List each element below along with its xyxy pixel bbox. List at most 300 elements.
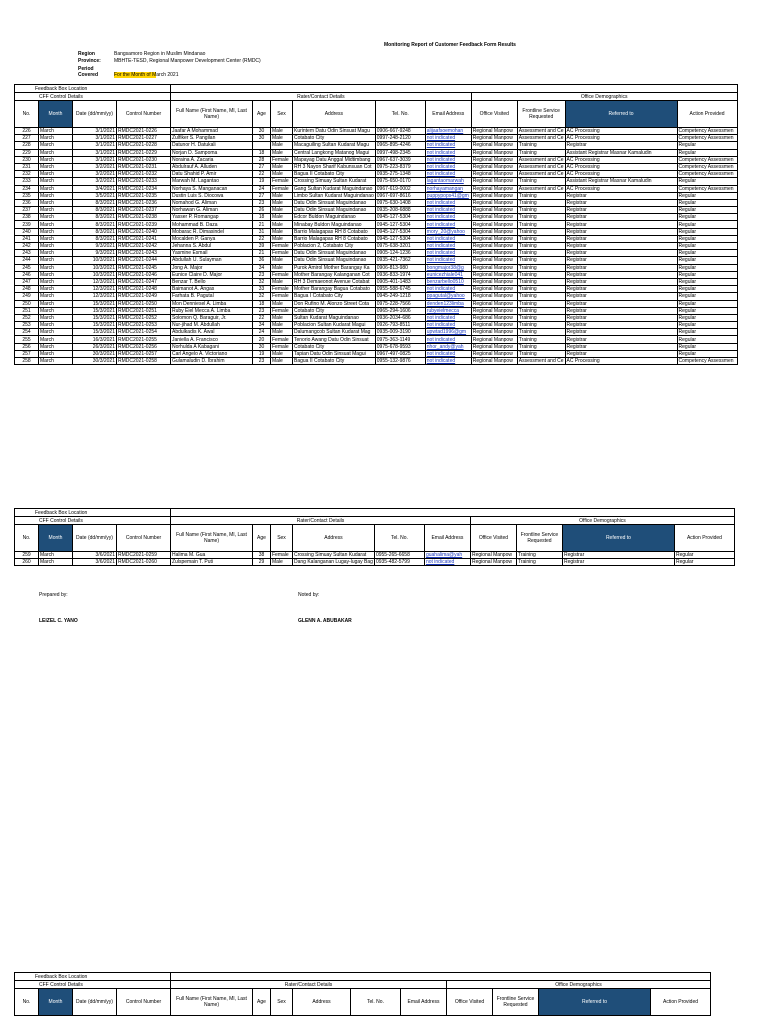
- rater-contact-header: Rater/Contact Details: [171, 93, 472, 101]
- cell-email[interactable]: not indicated: [425, 314, 471, 321]
- cell-frontline: Training: [517, 350, 565, 357]
- cell-sex: Male: [271, 358, 293, 365]
- cell-no: 229: [15, 149, 39, 156]
- cell-referred: Registrar: [565, 235, 677, 242]
- column-header-no: No.: [15, 989, 39, 1016]
- cell-date: 3/1/2021: [73, 135, 117, 142]
- cell-age: 32: [253, 278, 271, 285]
- cell-date: 15/3/2021: [73, 329, 117, 336]
- column-header-age: Age: [253, 525, 271, 552]
- column-header-date: Date (dd/mm/yy): [73, 101, 117, 128]
- cell-tel: 0965-294-1606: [375, 307, 425, 314]
- period-line: [78, 66, 179, 78]
- cell-tel: 0975-638-3201: [375, 243, 425, 250]
- cell-age: 18: [253, 300, 271, 307]
- cell-email[interactable]: not indicated: [425, 207, 471, 214]
- cell-age: 27: [253, 163, 271, 170]
- cell-referred: AC Processing: [565, 185, 677, 192]
- cell-address: Purok Amirol Mother Barangay Ka: [293, 264, 376, 271]
- cell-frontline: Training: [517, 192, 565, 199]
- column-header-address: Address: [293, 989, 351, 1016]
- cell-office: Regional Manpow: [471, 307, 517, 314]
- cell-month: March: [39, 235, 73, 242]
- cell-age: [253, 142, 271, 149]
- cell-action: Regular: [677, 192, 737, 199]
- cell-date: 15/3/2021: [73, 322, 117, 329]
- cell-referred: Registrar: [565, 228, 677, 235]
- cell-no: 245: [15, 264, 39, 271]
- column-header-tel: Tel. No.: [351, 989, 401, 1016]
- cell-office: Regional Manpow: [471, 264, 517, 271]
- cell-email[interactable]: not indicated: [424, 559, 470, 566]
- cell-no: 257: [15, 350, 39, 357]
- cell-email[interactable]: benzarbello0510: [425, 278, 471, 285]
- cell-no: 251: [15, 307, 39, 314]
- table-row: [15, 343, 738, 350]
- cell-email[interactable]: not indicated: [425, 250, 471, 257]
- cell-email[interactable]: puppypops41@gm: [425, 192, 471, 199]
- cell-date: 8/3/2021: [73, 228, 117, 235]
- column-header-no: No.: [15, 525, 39, 552]
- cell-date: 8/3/2021: [73, 199, 117, 206]
- cell-office: Regional Manpow: [471, 336, 517, 343]
- cell-action: Competency Assessmen: [677, 128, 737, 135]
- table-row: [15, 178, 738, 185]
- cell-referred: Registrar: [565, 271, 677, 278]
- cell-month: March: [39, 286, 73, 293]
- cell-email[interactable]: not indicated: [425, 322, 471, 329]
- cell-email[interactable]: not indicated: [425, 358, 471, 365]
- cell-tel: 0955-265-6658: [374, 552, 424, 559]
- cell-sex: Male: [271, 350, 293, 357]
- cell-email[interactable]: not indicated: [425, 135, 471, 142]
- cell-full-name: Baimanot A. Angas: [171, 286, 253, 293]
- cell-office: Regional Manpow: [471, 300, 517, 307]
- cell-email[interactable]: not indicated: [425, 243, 471, 250]
- cell-email[interactable]: denden123limba: [425, 300, 471, 307]
- cell-no: 256: [15, 343, 39, 350]
- cell-referred: Registrar: [565, 307, 677, 314]
- cell-age: 23: [253, 199, 271, 206]
- cell-full-name: Eunice Claire D. Major: [171, 271, 253, 278]
- cell-action: Competency Assessmen: [677, 156, 737, 163]
- cell-referred: Registrar: [565, 214, 677, 221]
- table-row: [15, 135, 738, 142]
- cell-age: 18: [253, 214, 271, 221]
- table-row: [15, 171, 738, 178]
- column-header-frontline: Frontline Service Requested: [516, 525, 562, 552]
- column-header-full-name: Full Name (First Name, MI, Last Name): [171, 101, 253, 128]
- column-header-full-name: Full Name (First Name, MI, Last Name): [171, 989, 253, 1016]
- cell-sex: Female: [271, 156, 293, 163]
- cell-age: 38: [253, 552, 271, 559]
- cell-date: 3/2/2021: [73, 163, 117, 170]
- cell-tel: 0975-223-8379: [375, 163, 425, 170]
- cell-full-name: Gulamaludin D. Ibrahim: [171, 358, 253, 365]
- cell-office: Regional Manpow: [471, 250, 517, 257]
- cell-age: 24: [253, 329, 271, 336]
- cell-control-number: RMDC2021-0247: [117, 278, 171, 285]
- cell-action: Regular: [677, 322, 737, 329]
- noted-by-label: Noted by:: [298, 592, 320, 598]
- cell-referred: Registrar: [565, 278, 677, 285]
- cell-email[interactable]: not indicated: [425, 257, 471, 264]
- cell-sex: Male: [271, 228, 293, 235]
- cell-month: March: [39, 300, 73, 307]
- table-row: [15, 552, 735, 559]
- cell-action: Regular: [677, 199, 737, 206]
- cell-tel: 0997-498-2345: [375, 149, 425, 156]
- cell-month: March: [39, 199, 73, 206]
- cell-action: Regular: [677, 300, 737, 307]
- column-header-office: Office Visited: [470, 525, 516, 552]
- cell-age: 31: [253, 228, 271, 235]
- table-row: [15, 307, 738, 314]
- cell-frontline: Training: [517, 243, 565, 250]
- column-header-email: Email Address: [425, 101, 471, 128]
- cell-full-name: Abdulrauf A. Alluden: [171, 163, 253, 170]
- table-row: [15, 358, 738, 365]
- cell-referred: AC Processing: [565, 128, 677, 135]
- table-row: [15, 228, 738, 235]
- cell-sex: Male: [271, 214, 293, 221]
- cell-month: March: [39, 250, 73, 257]
- cell-sex: Male: [271, 199, 293, 206]
- cell-sex: Male: [271, 128, 293, 135]
- cell-office: Regional Manpow: [471, 322, 517, 329]
- cell-age: 23: [253, 271, 271, 278]
- cell-no: 254: [15, 329, 39, 336]
- table-row: [15, 221, 738, 228]
- rater-contact-header: Rater/Contact Details: [171, 981, 447, 989]
- cell-referred: Registrar: [565, 336, 677, 343]
- cell-email[interactable]: not indicated: [425, 199, 471, 206]
- cell-no: 231: [15, 163, 39, 170]
- cell-email[interactable]: ppagutal@yahoo: [425, 293, 471, 300]
- cell-office: Regional Manpow: [471, 235, 517, 242]
- cell-email[interactable]: lagantaomarwah: [425, 178, 471, 185]
- cell-office: Regional Manpow: [471, 293, 517, 300]
- column-header-month: Month: [39, 525, 73, 552]
- cell-age: 24: [253, 185, 271, 192]
- cell-sex: Female: [271, 271, 293, 278]
- cell-frontline: Training: [517, 199, 565, 206]
- table-row: [15, 329, 738, 336]
- column-header-month: Month: [39, 101, 73, 128]
- cell-referred: Registrar: [565, 192, 677, 199]
- cell-full-name: Abdulkadis K. Awal: [171, 329, 253, 336]
- column-header-email: Email Address: [401, 989, 447, 1016]
- cell-date: 8/3/2021: [73, 214, 117, 221]
- cell-month: March: [39, 559, 73, 566]
- cell-full-name: Mobarac R. Dimasindel: [171, 228, 253, 235]
- cell-age: 29: [253, 559, 271, 566]
- column-header-age: Age: [253, 101, 271, 128]
- cell-office: Regional Manpow: [471, 243, 517, 250]
- cell-action: Regular: [677, 235, 737, 242]
- cell-email[interactable]: not indicated: [425, 163, 471, 170]
- cell-tel: 0967-619-0002: [375, 185, 425, 192]
- cell-control-number: RMDC2021-0256: [117, 343, 171, 350]
- cell-referred: Registrar: [565, 243, 677, 250]
- cell-full-name: Norhulda A Kabagani: [171, 343, 253, 350]
- noted-by-name: GLENN A. ABUBAKAR: [298, 618, 352, 624]
- cell-control-number: RMDC2021-0249: [117, 293, 171, 300]
- cell-sex: Male: [271, 171, 293, 178]
- cell-frontline: Assessment and Ce: [518, 135, 564, 142]
- column-header-no: No.: [15, 101, 39, 128]
- cell-month: March: [39, 135, 73, 142]
- cell-email[interactable]: not indicated: [425, 149, 471, 156]
- cell-no: 226: [15, 128, 39, 135]
- cell-tel: 0967-697-8616: [375, 192, 425, 199]
- cell-age: 18: [253, 149, 271, 156]
- table-row: [15, 185, 738, 192]
- cell-control-number: RMDC2021-0238: [117, 214, 171, 221]
- cell-date: 30/3/2021: [73, 358, 117, 365]
- cell-full-name: Mon Denniesel A. Limba: [171, 300, 253, 307]
- cell-tel: 0945-249-1218: [375, 293, 425, 300]
- cell-sex: Male: [271, 278, 293, 285]
- cell-sex: Female: [271, 286, 293, 293]
- cell-address: Kurintem Datu Odin Sinsuat Magu: [293, 128, 376, 135]
- cell-sex: Female: [271, 293, 293, 300]
- cell-full-name: Yasmine Esmail: [171, 250, 253, 257]
- cell-control-number: RMDC2021-0231: [117, 163, 171, 170]
- cell-address: Limbo Sultan Kudarat Maguindanao: [294, 192, 374, 199]
- cell-full-name: Dustin Luis S. Diocowa: [171, 192, 253, 199]
- cell-email[interactable]: not indicated: [425, 336, 471, 343]
- cell-office: Regional Manpow: [471, 156, 517, 163]
- cell-email[interactable]: not indicated: [425, 286, 471, 293]
- cell-email[interactable]: not indicated: [425, 235, 471, 242]
- cell-frontline: Training: [517, 214, 565, 221]
- office-demographics-header: Office Demographics: [471, 93, 737, 101]
- cell-no: 246: [15, 271, 39, 278]
- cell-full-name: Noraina A. Zacaria: [171, 156, 253, 163]
- cell-no: 244: [15, 257, 39, 264]
- cell-sex: Male: [271, 142, 293, 149]
- cell-office: Regional Manpow: [471, 358, 517, 365]
- cell-action: Competency Assessmen: [677, 163, 737, 170]
- cell-age: 30: [253, 128, 271, 135]
- cell-age: 21: [253, 221, 271, 228]
- cell-date: 15/3/2021: [73, 314, 117, 321]
- cell-date: 3/1/2021: [73, 128, 117, 135]
- cell-referred: Registrar: [565, 350, 677, 357]
- cell-control-number: RMDC2021-0230: [117, 156, 171, 163]
- column-header-address: Address: [293, 101, 376, 128]
- cell-month: March: [39, 271, 73, 278]
- cell-date: 3/4/2021: [73, 185, 117, 192]
- cell-address: Cotabato City: [293, 135, 376, 142]
- cell-age: 27: [253, 192, 271, 199]
- cell-frontline: Training: [517, 322, 565, 329]
- cell-action: Regular: [677, 207, 737, 214]
- prepared-by-name: LEIZEL C. YANO: [39, 618, 78, 624]
- report-title: Monitoring Report of Customer Feedback Form Results: [384, 42, 516, 48]
- cell-frontline: Training: [517, 300, 565, 307]
- cell-no: 235: [15, 192, 39, 199]
- table-row: [15, 156, 738, 163]
- cell-tel: 0935-482-5799: [374, 559, 424, 566]
- cell-tel: 0905-124-1236: [375, 250, 425, 257]
- table-row: [15, 278, 738, 285]
- cell-month: March: [39, 257, 73, 264]
- cell-action: Regular: [674, 559, 734, 566]
- cell-no: 230: [15, 156, 39, 163]
- column-header-tel: Tel. No.: [374, 525, 424, 552]
- cell-referred: Registrar: [565, 207, 677, 214]
- cell-referred: Registrar: [562, 552, 674, 559]
- table-row: [15, 271, 738, 278]
- cell-frontline: Training: [517, 250, 565, 257]
- cell-full-name: Norhawan G. Aliman: [171, 207, 253, 214]
- cell-office: Regional Manpow: [471, 278, 517, 285]
- cell-sex: Male: [271, 149, 293, 156]
- cell-address: Crossing Simuay Sultan Kudarat: [293, 178, 376, 185]
- cell-address: Cotabato City: [293, 307, 376, 314]
- cell-email[interactable]: not indicated: [425, 214, 471, 221]
- cell-month: March: [39, 228, 73, 235]
- cell-referred: Registrar: [565, 142, 677, 149]
- cell-office: Regional Manpow: [471, 221, 517, 228]
- cell-office: Regional Manpow: [471, 329, 517, 336]
- cell-no: 236: [15, 199, 39, 206]
- cell-no: 260: [15, 559, 39, 566]
- cell-frontline: Training: [517, 307, 565, 314]
- cell-sex: Male: [271, 235, 293, 242]
- cell-date: 8/3/2021: [73, 235, 117, 242]
- cell-action: Regular: [677, 286, 737, 293]
- cell-month: March: [39, 192, 73, 199]
- cell-email[interactable]: alijaafsoemohan: [425, 128, 471, 135]
- cell-tel: 0935-275-1348: [375, 171, 425, 178]
- cell-month: March: [39, 293, 73, 300]
- cell-email[interactable]: upwtad1996@gm: [425, 329, 471, 336]
- cell-frontline: Training: [517, 257, 565, 264]
- region-label: Region: [78, 51, 95, 57]
- cell-no: 259: [15, 552, 39, 559]
- cell-control-number: RMDC2021-0242: [117, 243, 171, 250]
- cell-tel: 0997-248-2120: [375, 135, 425, 142]
- cell-address: Edcor Buldon Maguindanao: [293, 214, 376, 221]
- cell-month: March: [39, 552, 73, 559]
- cell-referred: AC Processing: [565, 156, 677, 163]
- cell-action: Regular: [677, 307, 737, 314]
- cff-control-header: CFF Control Details: [15, 517, 171, 525]
- cell-full-name: Ruby Eiel Mecca A. Limba: [171, 307, 253, 314]
- column-header-email: Email Address: [424, 525, 470, 552]
- cell-frontline: Training: [517, 221, 565, 228]
- cell-full-name: Farhata B. Pagutal: [171, 293, 253, 300]
- cell-office: Regional Manpow: [471, 228, 517, 235]
- cell-full-name: Zulspemain T. Puti: [171, 559, 253, 566]
- cell-email[interactable]: not indicated: [425, 350, 471, 357]
- cell-office: Regional Manpow: [471, 271, 517, 278]
- cell-age: 20: [253, 336, 271, 343]
- column-header-action: Action Provided: [651, 989, 711, 1016]
- cell-date: 15/3/2021: [73, 307, 117, 314]
- cell-tel: 0965-895-4246: [375, 142, 425, 149]
- cell-date: 26/3/2021: [73, 343, 117, 350]
- cell-control-number: RMDC2021-0250: [117, 300, 171, 307]
- cell-action: Regular: [674, 552, 734, 559]
- cell-email[interactable]: not indicated: [425, 221, 471, 228]
- cell-email[interactable]: rubyeielmecca: [425, 307, 471, 314]
- feedback-table-1: [14, 84, 738, 365]
- column-header-tel: Tel. No.: [375, 101, 425, 128]
- cell-sex: Male: [271, 207, 293, 214]
- cell-month: March: [39, 171, 73, 178]
- cell-month: March: [39, 149, 73, 156]
- cell-action: Regular: [677, 293, 737, 300]
- cell-address: Poblacion 2, Cotabato City: [293, 243, 376, 250]
- cell-referred: Registrar: [565, 257, 677, 264]
- cell-referred: AC Processing: [565, 163, 677, 170]
- column-header-action: Action Provided: [677, 101, 737, 128]
- cell-control-number: RMDC2021-0257: [117, 350, 171, 357]
- cell-frontline: Assessment and Ce: [518, 156, 564, 163]
- cell-email[interactable]: guahalima@yah: [424, 552, 470, 559]
- cell-control-number: RMDC2021-0227: [117, 135, 171, 142]
- cell-email[interactable]: not indicated: [425, 171, 471, 178]
- table-row: [15, 250, 738, 257]
- cell-full-name: Jong A. Major: [171, 264, 253, 271]
- cell-age: 26: [253, 207, 271, 214]
- cell-full-name: Marwah M. Lagantao: [171, 178, 253, 185]
- cell-control-number: RMDC2021-0240: [117, 228, 171, 235]
- cell-frontline: Training: [516, 559, 562, 566]
- cell-month: March: [39, 329, 73, 336]
- cell-full-name: Mocalden P. Ganya: [171, 235, 253, 242]
- cell-email[interactable]: bongmajor38@g: [425, 264, 471, 271]
- cell-sex: Female: [271, 243, 293, 250]
- cell-date: 10/3/2021: [73, 257, 117, 264]
- cell-email[interactable]: norhayamangan: [425, 185, 471, 192]
- cell-tel: 0975-650-0170: [375, 178, 425, 185]
- table-row: [15, 293, 738, 300]
- cell-sex: Female: [271, 250, 293, 257]
- cell-email[interactable]: nhor_andy@yah: [425, 343, 471, 350]
- cell-full-name: Janiella A. Francisco: [171, 336, 253, 343]
- cell-sex: Male: [271, 163, 293, 170]
- rater-contact-header: Rater/Contact Details: [171, 517, 471, 525]
- cell-tel: 0975-630-1408: [375, 199, 425, 206]
- cell-action: Regular: [677, 228, 737, 235]
- cell-month: March: [39, 214, 73, 221]
- feedback-table-2: [14, 508, 735, 566]
- cell-control-number: RMDC2021-0259: [117, 552, 171, 559]
- cell-referred: Registrar: [565, 300, 677, 307]
- cell-full-name: Nomahod G. Aliman: [171, 199, 253, 206]
- cell-address: Minabay Buldon Maguindanao: [293, 221, 376, 228]
- cell-email[interactable]: mory_20@yahoo: [425, 228, 471, 235]
- column-header-control-number: Control Number: [117, 101, 171, 128]
- table-row: [15, 322, 738, 329]
- cell-email[interactable]: eunicezhiale041: [425, 271, 471, 278]
- cell-sex: Male: [271, 192, 293, 199]
- cell-frontline: Training: [517, 286, 565, 293]
- cell-email[interactable]: not indicated: [425, 142, 471, 149]
- table-row: [15, 163, 738, 170]
- cell-control-number: RMDC2021-0254: [117, 329, 171, 336]
- cell-email[interactable]: not indicated: [425, 156, 471, 163]
- cell-frontline: Training: [517, 343, 565, 350]
- table-row: [15, 336, 738, 343]
- cell-address: Datu Odin Sinsuat Maguindanao: [293, 257, 376, 264]
- cell-control-number: RMDC2021-0253: [117, 322, 171, 329]
